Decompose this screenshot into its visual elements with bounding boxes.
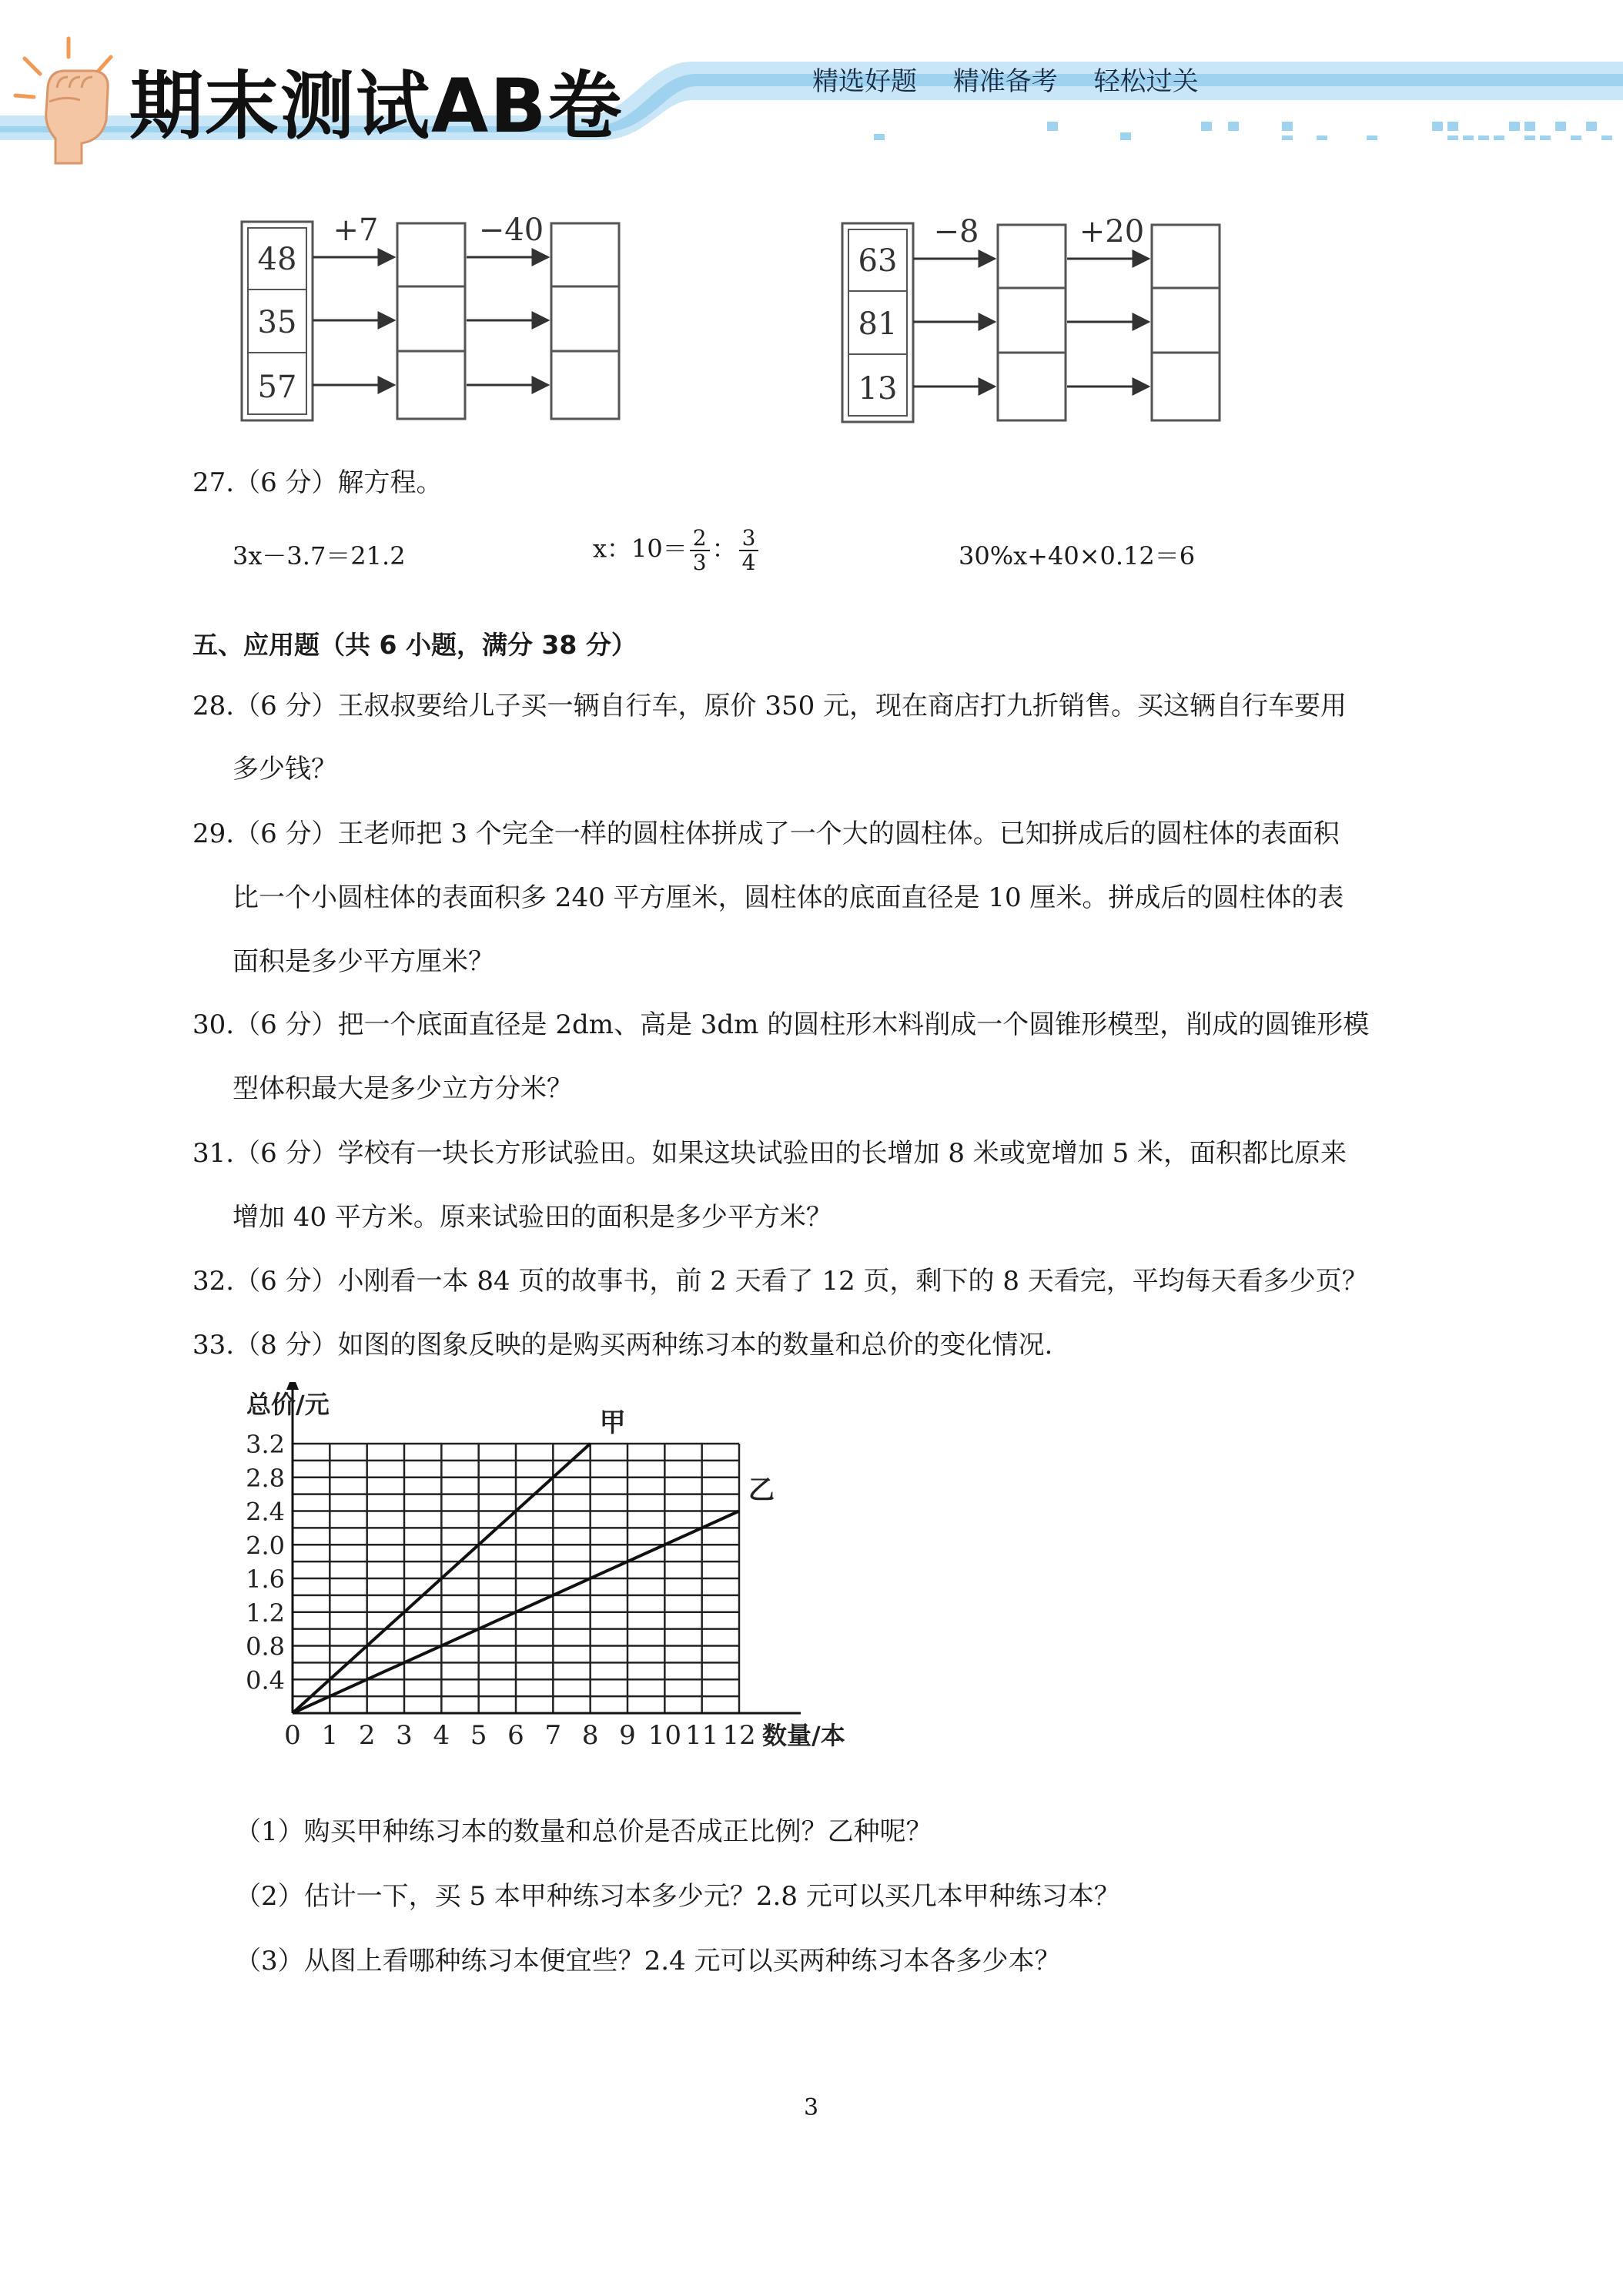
- start-value: 57: [257, 370, 297, 405]
- operation-label: +7: [333, 213, 379, 248]
- x-tick-label: 5: [470, 1720, 487, 1751]
- question-29-cont: 面积是多少平方厘米？: [233, 946, 494, 977]
- page-title: 期末测试AB卷: [129, 63, 624, 149]
- question-29: 29.（6 分）王老师把 3 个完全一样的圆柱体拼成了一个大的圆柱体。已知拼成后的圆柱体的表面积: [192, 818, 1340, 849]
- x-tick-label: 3: [396, 1720, 413, 1751]
- page-number: 3: [804, 2094, 819, 2121]
- question-30-cont: 型体积最大是多少立方分米？: [233, 1073, 573, 1104]
- start-value: 48: [257, 242, 297, 277]
- x-tick-label: 9: [619, 1720, 636, 1751]
- question-28-cont: 多少钱？: [233, 754, 337, 785]
- sub-question-2: （2）估计一下，买 5 本甲种练习本多少元？2.8 元可以买几本甲种练习本？: [235, 1881, 1120, 1912]
- y-axis-arrow: [286, 1382, 299, 1390]
- answer-box-column-1: [397, 223, 465, 419]
- y-tick-label: 2.0: [246, 1531, 285, 1561]
- question-32: 32.（6 分）小刚看一本 84 页的故事书，前 2 天看了 12 页，剩下的 8 天看完，平均每天看多少页？: [192, 1266, 1368, 1297]
- question-33: 33.（8 分）如图的图象反映的是购买两种练习本的数量和总价的变化情况.: [192, 1330, 1053, 1361]
- header-slogans: [812, 60, 1226, 98]
- x-tick-label: 7: [544, 1720, 562, 1751]
- question-28: 28.（6 分）王叔叔要给儿子买一辆自行车，原价 350 元，现在商店打九折销售。买这辆自行车要用: [192, 691, 1347, 721]
- x-tick-label: 6: [507, 1720, 524, 1751]
- y-tick-label: 3.2: [246, 1430, 285, 1459]
- x-tick-label: 11: [685, 1720, 719, 1751]
- answer-box-column-1: [998, 225, 1066, 420]
- raised-fist-icon: [11, 34, 126, 165]
- y-tick-label: 1.6: [246, 1565, 285, 1594]
- answer-box-column-2: [1152, 225, 1220, 420]
- equation-3: 30%x+40×0.12＝6: [959, 541, 1196, 571]
- question-31-cont: 增加 40 平方米。原来试验田的面积是多少平方米？: [233, 1202, 832, 1233]
- question-29-cont: 比一个小圆柱体的表面积多 240 平方厘米，圆柱体的底面直径是 10 厘米。拼成后的圆柱体的表: [233, 882, 1344, 913]
- question-30: 30.（6 分）把一个底面直径是 2dm、高是 3dm 的圆柱形木料削成一个圆锥形模型，削成的圆锥形模: [192, 1009, 1370, 1040]
- x-tick-label: 0: [284, 1720, 301, 1751]
- ratio-colon: ：: [711, 534, 737, 564]
- arrow-diagram-1: [231, 206, 647, 430]
- equation-1: 3x－3.7＝21.2: [233, 541, 406, 571]
- x-tick-label: 10: [648, 1720, 681, 1751]
- sub-question-3: （3）从图上看哪种练习本便宜些？2.4 元可以买两种练习本各多少本？: [235, 1946, 1061, 1976]
- x-tick-label: 8: [581, 1720, 599, 1751]
- start-value: 13: [858, 371, 898, 407]
- operation-label: −40: [478, 213, 544, 248]
- y-tick-label: 2.8: [246, 1463, 285, 1493]
- y-tick-label: 1.2: [246, 1598, 285, 1628]
- fraction: $\frac{3}{4}$: [739, 527, 759, 574]
- start-value: 81: [858, 306, 898, 342]
- y-axis-label: 总价/元: [246, 1390, 330, 1419]
- price-quantity-chart: [223, 1382, 885, 1790]
- x-tick-label: 4: [433, 1720, 450, 1751]
- slogan-1: 精选好题: [812, 66, 917, 97]
- x-tick-label: 12: [722, 1720, 756, 1751]
- slogan-2: 精准备考: [952, 66, 1058, 97]
- series-label: 甲: [599, 1407, 626, 1438]
- answer-box-column-2: [551, 223, 619, 419]
- start-value: 63: [858, 243, 898, 279]
- chart-grid: [293, 1444, 739, 1713]
- section-heading: 五、应用题（共 6 小题，满分 38 分）: [192, 630, 637, 660]
- y-tick-label: 0.8: [246, 1632, 285, 1662]
- operation-label: +20: [1079, 214, 1145, 249]
- question-27-heading: 27.（6 分）解方程。: [192, 467, 443, 498]
- start-value: 35: [257, 305, 297, 340]
- x-tick-label: 1: [321, 1720, 339, 1751]
- x-axis-label: 数量/本: [762, 1721, 845, 1750]
- fraction: $\frac{2}{3}$: [690, 527, 710, 574]
- equation-2-lhs: x：10＝: [593, 534, 688, 564]
- x-tick-label: 2: [358, 1720, 376, 1751]
- question-31: 31.（6 分）学校有一块长方形试验田。如果这块试验田的长增加 8 米或宽增加 5 米，面积都比原来: [192, 1138, 1347, 1169]
- y-tick-label: 2.4: [246, 1497, 285, 1527]
- equation-2: [593, 527, 761, 574]
- arrow-diagram-2: [832, 208, 1247, 431]
- y-tick-label: 0.4: [246, 1665, 285, 1695]
- series-label: 乙: [748, 1474, 775, 1506]
- operation-label: −8: [933, 214, 979, 249]
- sub-question-1: （1）购买甲种练习本的数量和总价是否成正比例？乙种呢？: [235, 1816, 932, 1847]
- slogan-3: 轻松过关: [1093, 66, 1199, 97]
